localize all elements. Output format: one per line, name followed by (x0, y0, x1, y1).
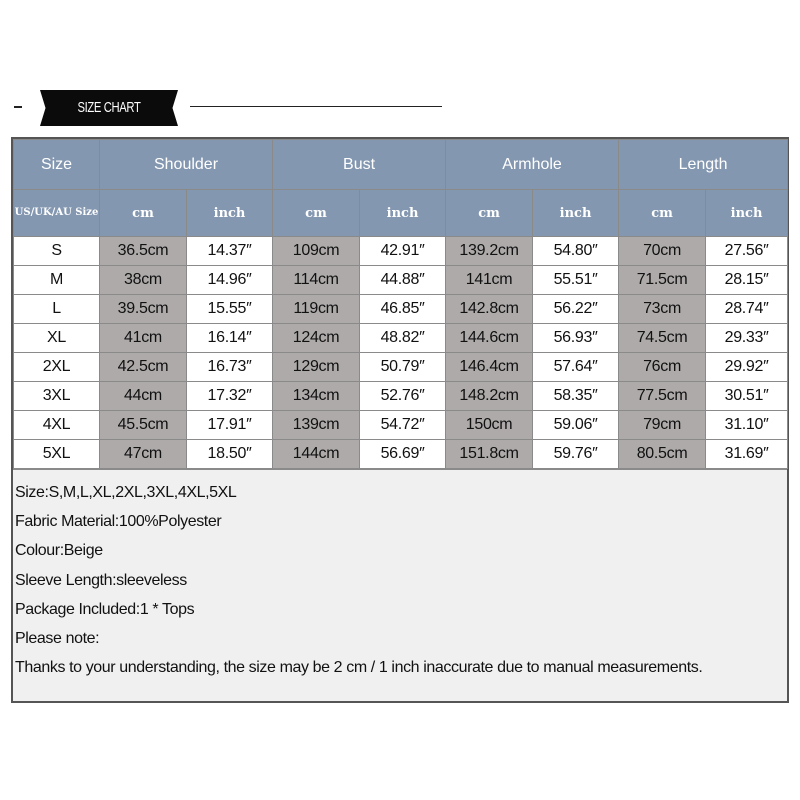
product-notes (13, 469, 787, 701)
table-row (14, 295, 788, 324)
cell-size: 5XL (14, 440, 100, 469)
table-unit-header-row (14, 190, 788, 237)
header-armhole-cm: cm (446, 190, 533, 237)
cell-shoulder-in: 18.50″ (187, 440, 273, 469)
cell-armhole-in: 54.80″ (533, 237, 619, 266)
cell-length-in: 28.15″ (706, 266, 788, 295)
cell-length-cm: 70cm (619, 237, 706, 266)
cell-size: M (14, 266, 100, 295)
cell-shoulder-in: 14.96″ (187, 266, 273, 295)
cell-length-in: 31.10″ (706, 411, 788, 440)
table-row (14, 382, 788, 411)
cell-armhole-in: 59.76″ (533, 440, 619, 469)
cell-length-in: 29.33″ (706, 324, 788, 353)
header-shoulder-inch: inch (187, 190, 273, 237)
cell-shoulder-cm: 41cm (100, 324, 187, 353)
header-region-size: US/UK/AU Size (14, 190, 100, 237)
cell-shoulder-in: 15.55″ (187, 295, 273, 324)
table-row (14, 353, 788, 382)
cell-armhole-in: 56.93″ (533, 324, 619, 353)
cell-bust-in: 46.85″ (360, 295, 446, 324)
cell-armhole-cm: 142.8cm (446, 295, 533, 324)
cell-length-cm: 74.5cm (619, 324, 706, 353)
cell-length-cm: 79cm (619, 411, 706, 440)
cell-size: XL (14, 324, 100, 353)
cell-shoulder-in: 14.37″ (187, 237, 273, 266)
size-chart-banner (0, 86, 800, 130)
cell-length-in: 30.51″ (706, 382, 788, 411)
cell-length-cm: 73cm (619, 295, 706, 324)
cell-shoulder-cm: 44cm (100, 382, 187, 411)
cell-armhole-cm: 148.2cm (446, 382, 533, 411)
cell-bust-in: 48.82″ (360, 324, 446, 353)
cell-armhole-cm: 144.6cm (446, 324, 533, 353)
header-size: Size (14, 140, 100, 190)
cell-bust-cm: 134cm (273, 382, 360, 411)
cell-size: 4XL (14, 411, 100, 440)
banner-left-dash (14, 106, 22, 108)
cell-bust-in: 44.88″ (360, 266, 446, 295)
cell-armhole-cm: 146.4cm (446, 353, 533, 382)
cell-bust-cm: 144cm (273, 440, 360, 469)
cell-bust-cm: 124cm (273, 324, 360, 353)
note-sizes: Size:S,M,L,XL,2XL,3XL,4XL,5XL (15, 484, 237, 501)
size-chart-sheet (11, 137, 789, 703)
cell-shoulder-cm: 42.5cm (100, 353, 187, 382)
banner-rule (190, 106, 442, 107)
cell-shoulder-in: 16.73″ (187, 353, 273, 382)
table-group-header-row (14, 140, 788, 190)
banner-ribbon (34, 86, 184, 126)
table-row (14, 324, 788, 353)
note-please-note: Please note: (15, 630, 100, 648)
cell-length-in: 27.56″ (706, 237, 788, 266)
note-sleeve: Sleeve Length:sleeveless (15, 571, 187, 589)
cell-length-cm: 77.5cm (619, 382, 706, 411)
note-disclaimer: Thanks to your understanding, the size may be 2 cm / 1 inch inaccurate due to manual measurements. (15, 659, 703, 677)
cell-armhole-in: 55.51″ (533, 266, 619, 295)
table-row (14, 440, 788, 469)
cell-armhole-cm: 151.8cm (446, 440, 533, 469)
cell-size: L (14, 295, 100, 324)
cell-shoulder-in: 17.32″ (187, 382, 273, 411)
header-bust: Bust (273, 140, 446, 190)
table-row (14, 266, 788, 295)
cell-bust-cm: 109cm (273, 237, 360, 266)
header-armhole: Armhole (446, 140, 619, 190)
cell-bust-cm: 129cm (273, 353, 360, 382)
cell-shoulder-in: 16.14″ (187, 324, 273, 353)
header-bust-inch: inch (360, 190, 446, 237)
cell-bust-in: 56.69″ (360, 440, 446, 469)
header-armhole-inch: inch (533, 190, 619, 237)
size-rows (14, 237, 788, 469)
cell-bust-in: 54.72″ (360, 411, 446, 440)
header-shoulder: Shoulder (100, 140, 273, 190)
table-row (14, 411, 788, 440)
cell-bust-in: 50.79″ (360, 353, 446, 382)
cell-length-cm: 76cm (619, 353, 706, 382)
cell-armhole-cm: 141cm (446, 266, 533, 295)
cell-shoulder-cm: 47cm (100, 440, 187, 469)
cell-length-in: 29.92″ (706, 353, 788, 382)
cell-bust-cm: 139cm (273, 411, 360, 440)
cell-armhole-in: 59.06″ (533, 411, 619, 440)
table-row (14, 237, 788, 266)
note-package: Package Included:1 * Tops (15, 600, 195, 618)
size-table (13, 139, 788, 469)
cell-armhole-in: 56.22″ (533, 295, 619, 324)
cell-size: 3XL (14, 382, 100, 411)
cell-bust-in: 42.91″ (360, 237, 446, 266)
cell-shoulder-cm: 36.5cm (100, 237, 187, 266)
cell-armhole-in: 58.35″ (533, 382, 619, 411)
header-length-inch: inch (706, 190, 788, 237)
cell-shoulder-cm: 45.5cm (100, 411, 187, 440)
cell-bust-in: 52.76″ (360, 382, 446, 411)
banner-title: SIZE CHART (77, 99, 141, 116)
cell-armhole-cm: 139.2cm (446, 237, 533, 266)
note-fabric: Fabric Material:100%Polyester (15, 513, 222, 531)
cell-armhole-in: 57.64″ (533, 353, 619, 382)
cell-size: S (14, 237, 100, 266)
note-colour: Colour:Beige (15, 542, 103, 560)
cell-length-in: 28.74″ (706, 295, 788, 324)
cell-bust-cm: 119cm (273, 295, 360, 324)
cell-size: 2XL (14, 353, 100, 382)
cell-shoulder-cm: 39.5cm (100, 295, 187, 324)
cell-shoulder-in: 17.91″ (187, 411, 273, 440)
cell-length-cm: 71.5cm (619, 266, 706, 295)
header-length: Length (619, 140, 788, 190)
cell-armhole-cm: 150cm (446, 411, 533, 440)
cell-shoulder-cm: 38cm (100, 266, 187, 295)
cell-bust-cm: 114cm (273, 266, 360, 295)
header-bust-cm: cm (273, 190, 360, 237)
header-shoulder-cm: cm (100, 190, 187, 237)
cell-length-in: 31.69″ (706, 440, 788, 469)
cell-length-cm: 80.5cm (619, 440, 706, 469)
header-length-cm: cm (619, 190, 706, 237)
